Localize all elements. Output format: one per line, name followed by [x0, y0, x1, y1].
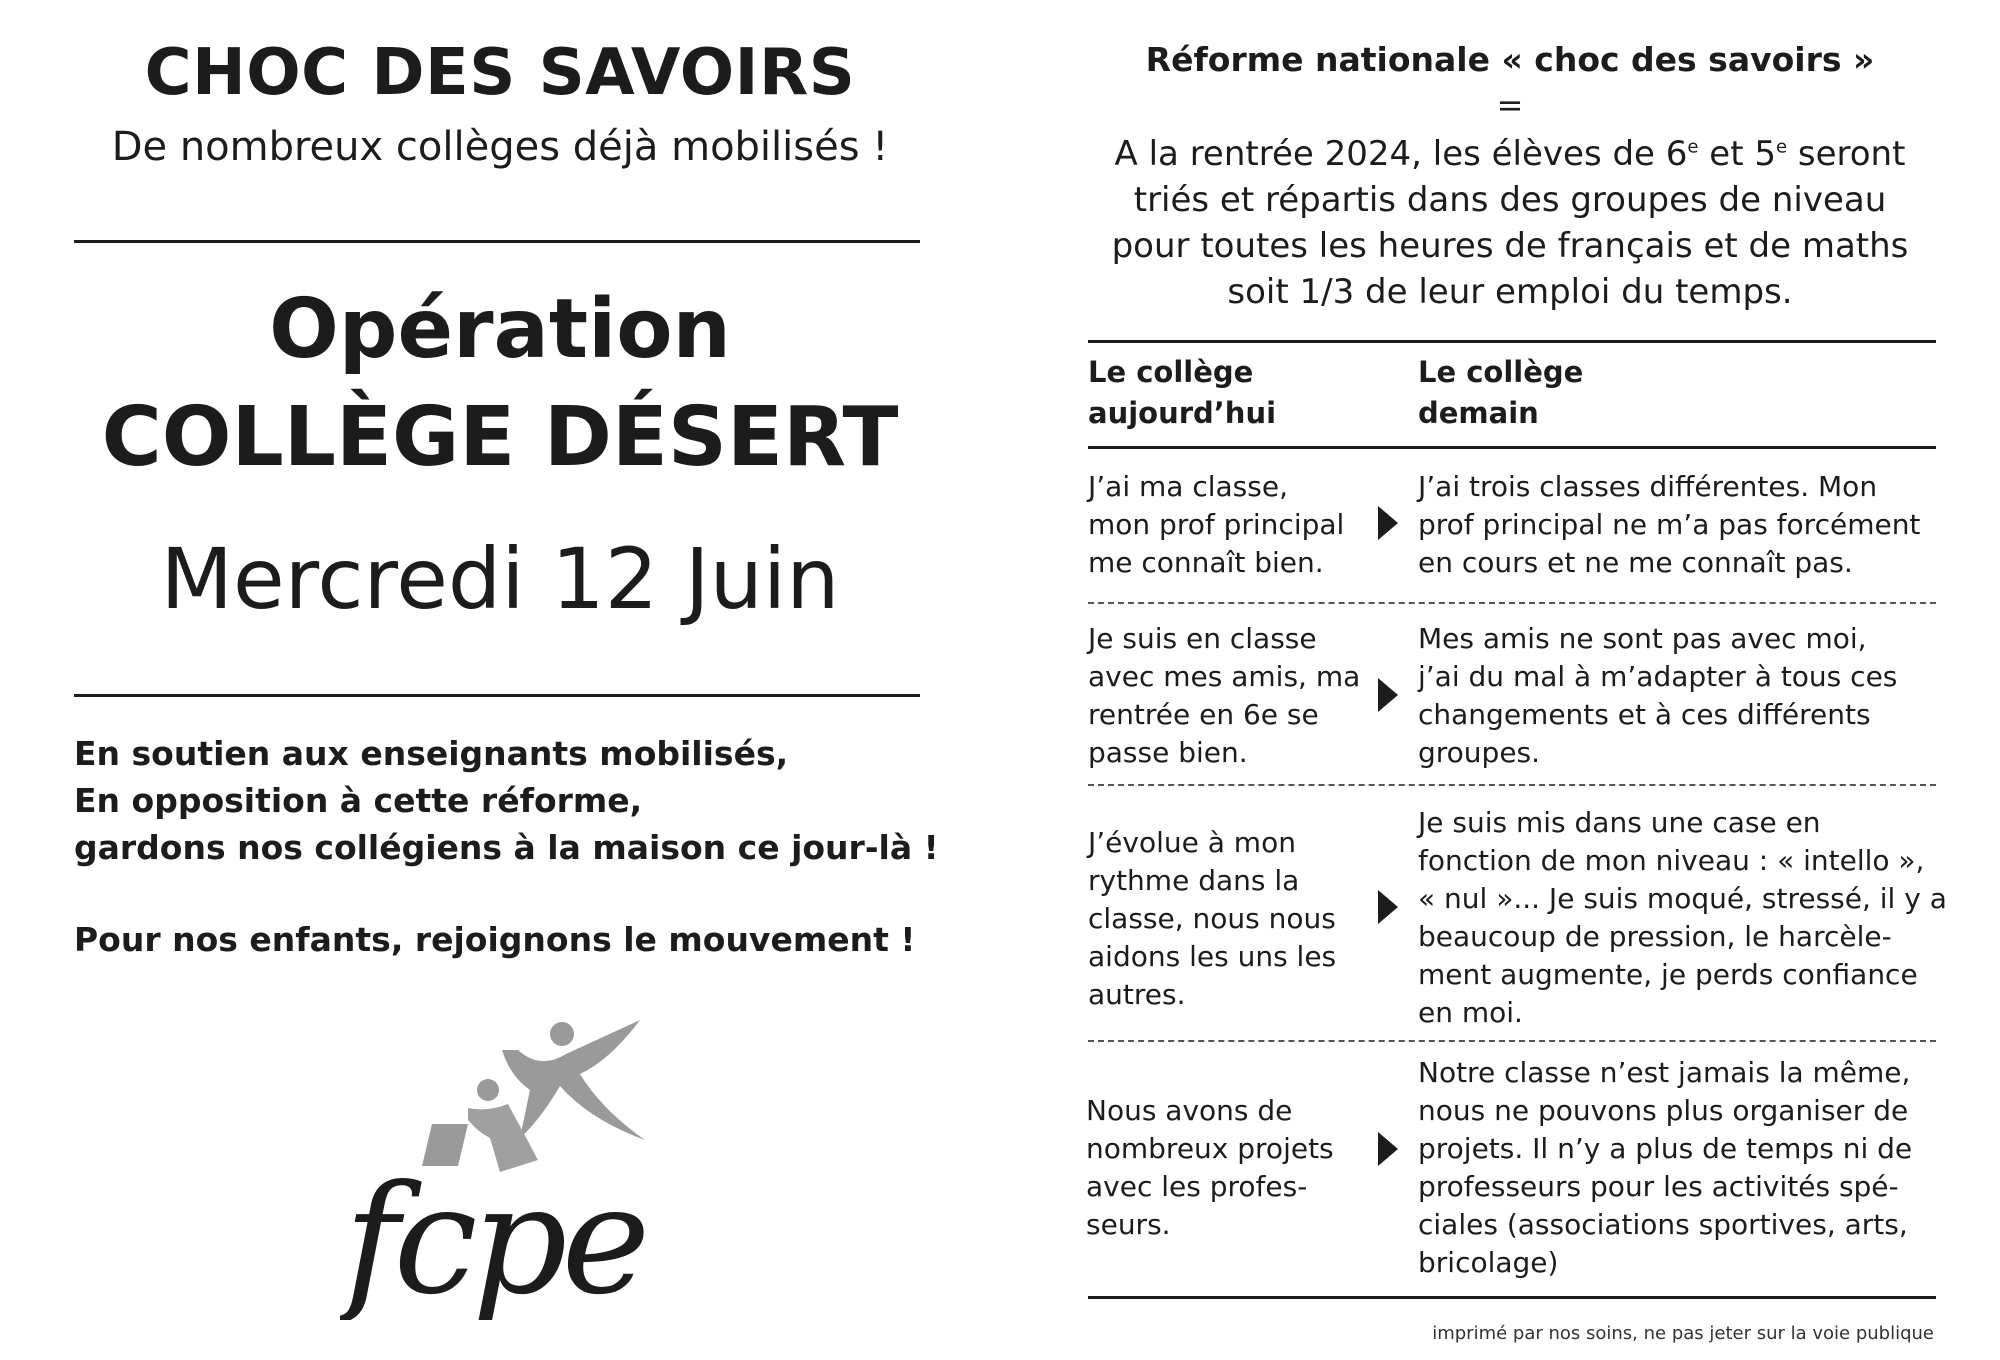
table-header-rule — [1088, 446, 1936, 449]
divider-bottom — [74, 694, 920, 697]
table-row-1-tomorrow: J’ai trois classes différentes. Mon prof principal ne m’a pas forcément en cours et ne me connaît pas. — [1418, 470, 1921, 579]
table-row-2-today: Je suis en classe avec mes amis, ma rentrée en 6e se passe bien. — [1088, 622, 1361, 769]
arrow-right-icon — [1378, 890, 1398, 924]
table-row-2-tomorrow: Mes amis ne sont pas avec moi, j’ai du mal à m’adapter à tous ces changements et à ces différents groupes. — [1418, 622, 1898, 769]
column-header-today: Le collège aujourd’hui — [1088, 355, 1277, 430]
figure-head-large — [550, 1022, 574, 1046]
arrow-right-icon — [1378, 1132, 1398, 1166]
call-to-action: Pour nos enfants, rejoignons le mouvement ! — [74, 920, 916, 959]
equals-sign: = — [1496, 86, 1524, 124]
arrow-right-icon — [1378, 506, 1398, 540]
table-row-3-today: J’évolue à mon rythme dans la classe, nous nous aidons les uns les autres. — [1088, 826, 1337, 1011]
print-notice: imprimé par nos soins, ne pas jeter sur la voie publique — [1432, 1323, 1934, 1344]
divider-top — [74, 240, 920, 243]
event-date: Mercredi 12 Juin — [160, 530, 840, 628]
fcpe-logo — [340, 1020, 670, 1324]
operation-title-line2: COLLÈGE DÉSERT — [101, 390, 899, 485]
row-separator — [1088, 1040, 1936, 1042]
row-separator — [1088, 602, 1936, 604]
row-separator — [1088, 784, 1936, 786]
reform-text-line: triés et répartis dans des groupes de niveau — [1133, 180, 1887, 220]
reform-title: Réforme nationale « choc des savoirs » — [1145, 40, 1875, 79]
table-row-1-today: J’ai ma classe, mon prof principal me connaît bien. — [1088, 470, 1345, 579]
column-header-tomorrow: Le collège demain — [1418, 355, 1584, 430]
support-line: En soutien aux enseignants mobilisés, — [74, 734, 789, 773]
figure-body-large — [502, 1020, 645, 1140]
headline: CHOC DES SAVOIRS — [144, 36, 856, 110]
table-top-rule — [1088, 340, 1936, 343]
fcpe-wordmark: fcpe — [344, 1154, 645, 1320]
support-line: gardons nos collégiens à la maison ce jour-là ! — [74, 828, 939, 867]
table-row-4-tomorrow: Notre classe n’est jamais la même, nous ne pouvons plus organiser de projets. Il n’y a plus de temps ni de professeurs pour les activités spé- ciales (associations sportives, arts, bricolage) — [1418, 1056, 1913, 1279]
table-bottom-rule — [1088, 1296, 1936, 1299]
support-line: En opposition à cette réforme, — [74, 781, 643, 820]
reform-text-line: A la rentrée 2024, les élèves de 6e et 5e seront — [1114, 134, 1906, 174]
reform-text-line: soit 1/3 de leur emploi du temps. — [1227, 272, 1793, 312]
reform-text-line: pour toutes les heures de français et de maths — [1111, 226, 1909, 266]
arrow-right-icon — [1378, 678, 1398, 712]
subheadline: De nombreux collèges déjà mobilisés ! — [111, 124, 889, 170]
table-row-4-today: Nous avons de nombreux projets avec les profes- seurs. — [1086, 1094, 1334, 1241]
table-row-3-tomorrow: Je suis mis dans une case en fonction de mon niveau : « intello », « nul »... Je suis moqué, stressé, il y a beaucoup de pression, le harcèle- ment augmente, je perds confiance en moi. — [1418, 806, 1947, 1029]
figure-head-small — [477, 1079, 499, 1101]
operation-title-line1: Opération — [269, 282, 731, 377]
fcpe-logo-graphic — [340, 1020, 670, 1320]
